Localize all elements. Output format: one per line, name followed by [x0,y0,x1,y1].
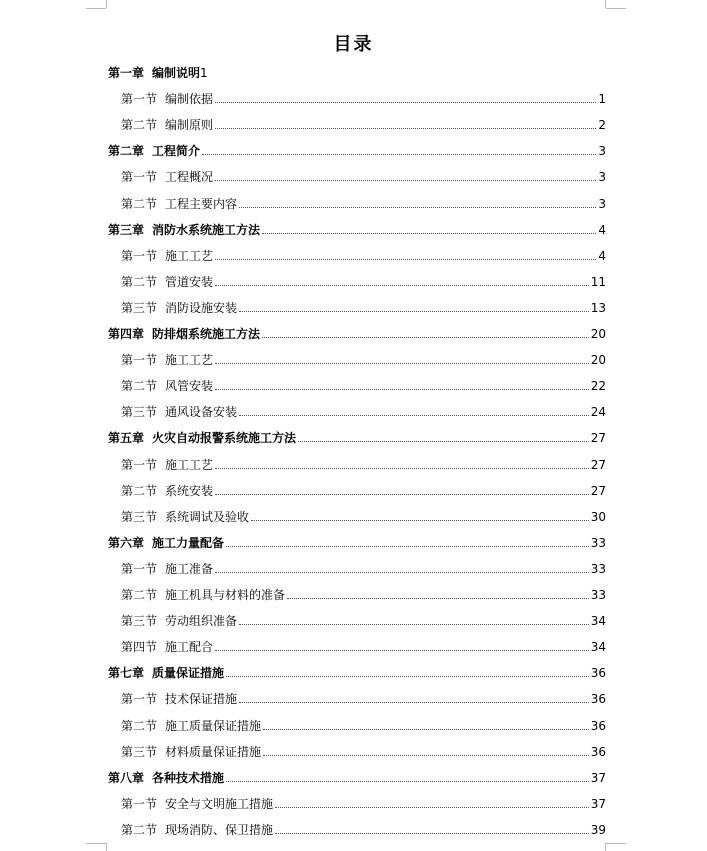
toc-chapter-entry[interactable] [108,425,606,445]
toc-entry-label [121,353,213,367]
toc-entry-text: 工程主要内容 [165,196,238,211]
toc-entry-text: 防排烟系统施工方法 [152,327,261,341]
toc-entry-text: 施工工艺 [165,353,214,368]
toc-entry-text: 工程概况 [165,170,214,185]
toc-entry-text: 编制说明 [152,66,201,80]
toc-section-entry[interactable] [121,556,606,576]
toc-section-entry[interactable] [121,295,606,315]
toc-entry-number: 第一节 [121,561,158,576]
toc-entry-page-number: 33 [590,561,606,576]
toc-title: 目录 [333,34,374,55]
toc-entry-number: 第五章 [108,431,145,446]
toc-entry-number: 第三节 [121,509,158,524]
crop-mark [605,843,606,851]
toc-entry-text: 编制依据 [165,92,214,107]
toc-dot-leader [239,310,589,312]
toc-entry-label [108,666,224,680]
toc-section-entry[interactable] [121,686,606,706]
toc-section-entry[interactable] [121,791,606,811]
crop-mark [605,0,606,8]
toc-entry-page-number: 37 [590,770,606,785]
toc-dot-leader [262,232,596,234]
toc-dot-leader [226,675,589,677]
toc-dot-leader [239,623,589,625]
toc-entry-page-number: 27 [590,457,606,472]
toc-entry-label [121,588,285,602]
toc-dot-leader [251,519,589,521]
toc-entry-page-number: 3 [598,170,606,185]
toc-chapter-entry[interactable] [108,217,606,237]
toc-section-entry[interactable] [121,713,606,733]
toc-entry-page-number: 34 [590,614,606,629]
toc-section-entry[interactable] [121,86,606,106]
toc-entry-text: 工程简介 [152,144,201,159]
toc-dot-leader [215,284,589,286]
toc-entry-text: 消防水系统施工方法 [152,222,261,237]
toc-entry-page-number: 30 [590,509,606,524]
toc-entry-page-number: 20 [590,353,606,368]
toc-entry-text: 风管安装 [165,379,214,394]
toc-entry-number: 第一章 [108,66,145,80]
toc-entry-label [121,614,237,628]
toc-entry-page-number: 22 [590,379,606,394]
toc-dot-leader [239,414,589,416]
toc-section-entry[interactable] [121,608,606,628]
toc-entry-text: 劳动组织准备 [165,614,238,629]
toc-entry-label [121,797,273,811]
toc-entry-page-number: 39 [590,822,606,837]
toc-dot-leader [262,336,589,338]
toc-entry-number: 第二节 [121,483,158,498]
toc-entry-page-number: 27 [590,431,606,446]
toc-section-entry[interactable] [121,478,606,498]
toc-entry-page-number: 33 [590,535,606,550]
toc-entry-label [121,249,213,263]
toc-entry-number: 第四节 [121,640,158,655]
toc-entry-number: 第二章 [108,144,145,159]
toc-entry-label [121,745,261,759]
toc-section-entry[interactable] [121,504,606,524]
toc-section-entry[interactable] [121,582,606,602]
toc-entry-text: 施工工艺 [165,248,214,263]
toc-entry-number: 第四章 [108,327,145,341]
toc-entry-number: 第二节 [121,822,158,837]
toc-entry-page-number: 36 [590,666,606,681]
toc-entry-label [121,692,237,706]
toc-entry-page-number: 37 [590,796,606,811]
crop-mark [106,843,107,851]
toc-entry-page-number: 13 [590,300,606,315]
toc-entry-text: 火灾自动报警系统施工方法 [152,431,297,446]
toc-section-entry[interactable] [121,164,606,184]
toc-entry-label [121,823,273,837]
toc-entry-text: 现场消防、保卫措施 [165,822,274,837]
toc-section-entry[interactable] [121,191,606,211]
toc-entry-page-number: 3 [598,196,606,211]
toc-entry-label [108,223,260,237]
toc-dot-leader [215,101,596,103]
toc-entry-text: 系统安装 [165,483,214,498]
toc-dot-leader [202,153,596,155]
toc-entry-text: 施工力量配备 [152,535,225,550]
toc-entry-label [121,92,213,106]
toc-chapter-entry[interactable] [108,660,606,680]
toc-entry-label [121,118,213,132]
toc-entry-page-number: 36 [590,692,606,707]
toc-section-entry[interactable] [121,112,606,132]
toc-entry-page-number: 33 [590,588,606,602]
toc-dot-leader [239,206,596,208]
toc-section-entry[interactable] [121,452,606,472]
toc-entry-number: 第六章 [108,535,145,550]
toc-entry-page-number: 24 [590,405,606,420]
toc-entry-number: 第三节 [121,300,158,315]
toc-dot-leader [275,832,589,834]
toc-entry-label [108,771,224,785]
toc-entry-text: 施工质量保证措施 [165,718,262,733]
toc-entry-label [121,719,261,733]
toc-entry-label [121,275,213,289]
toc-chapter-entry[interactable] [108,765,606,785]
toc-dot-leader [215,571,589,573]
toc-entry-text: 施工工艺 [165,457,214,472]
toc-dot-leader [215,127,596,129]
toc-entry-number: 第一节 [121,92,158,107]
toc-entry-number: 第一节 [121,796,158,811]
toc-dot-leader [263,728,589,730]
toc-dot-leader [239,701,589,703]
crop-mark [606,843,626,844]
toc-entry-number: 第一节 [121,170,158,185]
toc-entry-page-number: 27 [590,483,606,498]
toc-section-entry[interactable] [121,399,606,419]
toc-entry-page-number: 4 [598,222,606,237]
toc-entry-number: 第二节 [121,118,158,133]
toc-dot-leader [298,440,589,442]
toc-dot-leader [226,545,589,547]
toc-entry-page-number: 11 [590,274,606,289]
crop-mark [606,8,626,9]
toc-entry-label [108,536,224,550]
toc-dot-leader [215,467,589,469]
toc-entry-label [121,510,249,524]
toc-entry-number: 第二节 [121,718,158,733]
toc-section-entry[interactable] [121,817,606,837]
toc-entry-text: 安全与文明施工措施 [165,796,274,811]
toc-entry-label [121,640,213,654]
crop-mark [86,843,106,844]
toc-chapter-entry[interactable] [108,60,606,80]
crop-mark [106,0,107,8]
toc-entry-label [121,379,213,393]
toc-entry-number: 第三节 [121,744,158,759]
toc-entry-text: 质量保证措施 [152,666,225,681]
toc-dot-leader [226,780,589,782]
toc-entry-text: 技术保证措施 [165,692,238,707]
toc-entry-label [108,327,260,341]
toc-section-entry[interactable] [121,739,606,759]
toc-entry-number: 第八章 [108,770,145,785]
toc-entry-number: 第三节 [121,405,158,420]
toc-entry-text: 材料质量保证措施 [165,744,262,759]
crop-mark [86,8,106,9]
toc-entry-number: 第一节 [121,457,158,472]
toc-entry-label [108,431,296,445]
toc-entry-text: 各种技术措施 [152,770,225,785]
toc-dot-leader [287,597,589,599]
toc-entry-page-number: 20 [590,327,606,341]
toc-entry-text: 系统调试及验收 [165,509,250,524]
toc-entry-page-number: 36 [590,744,606,759]
toc-entry-label [121,405,237,419]
toc-dot-leader [215,493,589,495]
toc-entry-page-number: 36 [590,718,606,733]
toc-entry-label [121,301,237,315]
toc-section-entry[interactable] [121,269,606,289]
toc-entry-number: 第三章 [108,222,145,237]
toc-entry-text: 施工准备 [165,561,214,576]
toc-entry-label [121,458,213,472]
toc-entry-number: 第三节 [121,614,158,629]
toc-entry-page-number: 1 [598,92,606,107]
toc-entry-page-number: 3 [598,144,606,159]
toc-chapter-entry[interactable] [108,321,606,341]
toc-dot-leader [215,179,596,181]
toc-dot-leader [215,649,589,651]
toc-section-entry[interactable] [121,243,606,263]
toc-chapter-entry[interactable] [108,138,606,158]
toc-entry-label [108,144,200,158]
toc-entry-number: 第二节 [121,588,158,602]
toc-entry-label [121,197,237,211]
toc-dot-leader [263,754,589,756]
toc-entry-label [121,484,213,498]
toc-entry-text: 编制原则 [165,118,214,133]
toc-section-entry[interactable] [121,347,606,367]
toc-entry-page-number: 2 [598,118,606,133]
toc-entry-label [121,170,213,184]
toc-entry-label [121,562,213,576]
toc-entry-number: 第二节 [121,196,158,211]
toc-entry-number: 第七章 [108,666,145,681]
toc-entry-text: 管道安装 [165,274,214,289]
toc-entry-number: 第二节 [121,274,158,289]
toc-entry-label [108,66,200,80]
toc-chapter-entry[interactable] [108,530,606,550]
toc-entry-text: 施工配合 [165,640,214,655]
toc-entry-number: 第一节 [121,248,158,263]
toc-entry-page-number: 34 [590,640,606,655]
toc-entry-number: 第二节 [121,379,158,394]
toc-entry-number: 第一节 [121,353,158,368]
toc-dot-leader [215,258,596,260]
toc-section-entry[interactable] [121,634,606,654]
toc-section-entry[interactable] [121,373,606,393]
toc-dot-leader [275,806,589,808]
toc-entry-text: 通风设备安装 [165,405,238,420]
toc-entry-number: 第一节 [121,692,158,707]
toc-dot-leader [215,362,589,364]
toc-entry-page-number: 4 [598,248,606,263]
toc-entry-text: 消防设施安装 [165,300,238,315]
toc-entry-text: 施工机具与材料的准备 [165,588,286,602]
toc-entry-page-number: 1 [200,66,208,80]
toc-dot-leader [215,388,589,390]
